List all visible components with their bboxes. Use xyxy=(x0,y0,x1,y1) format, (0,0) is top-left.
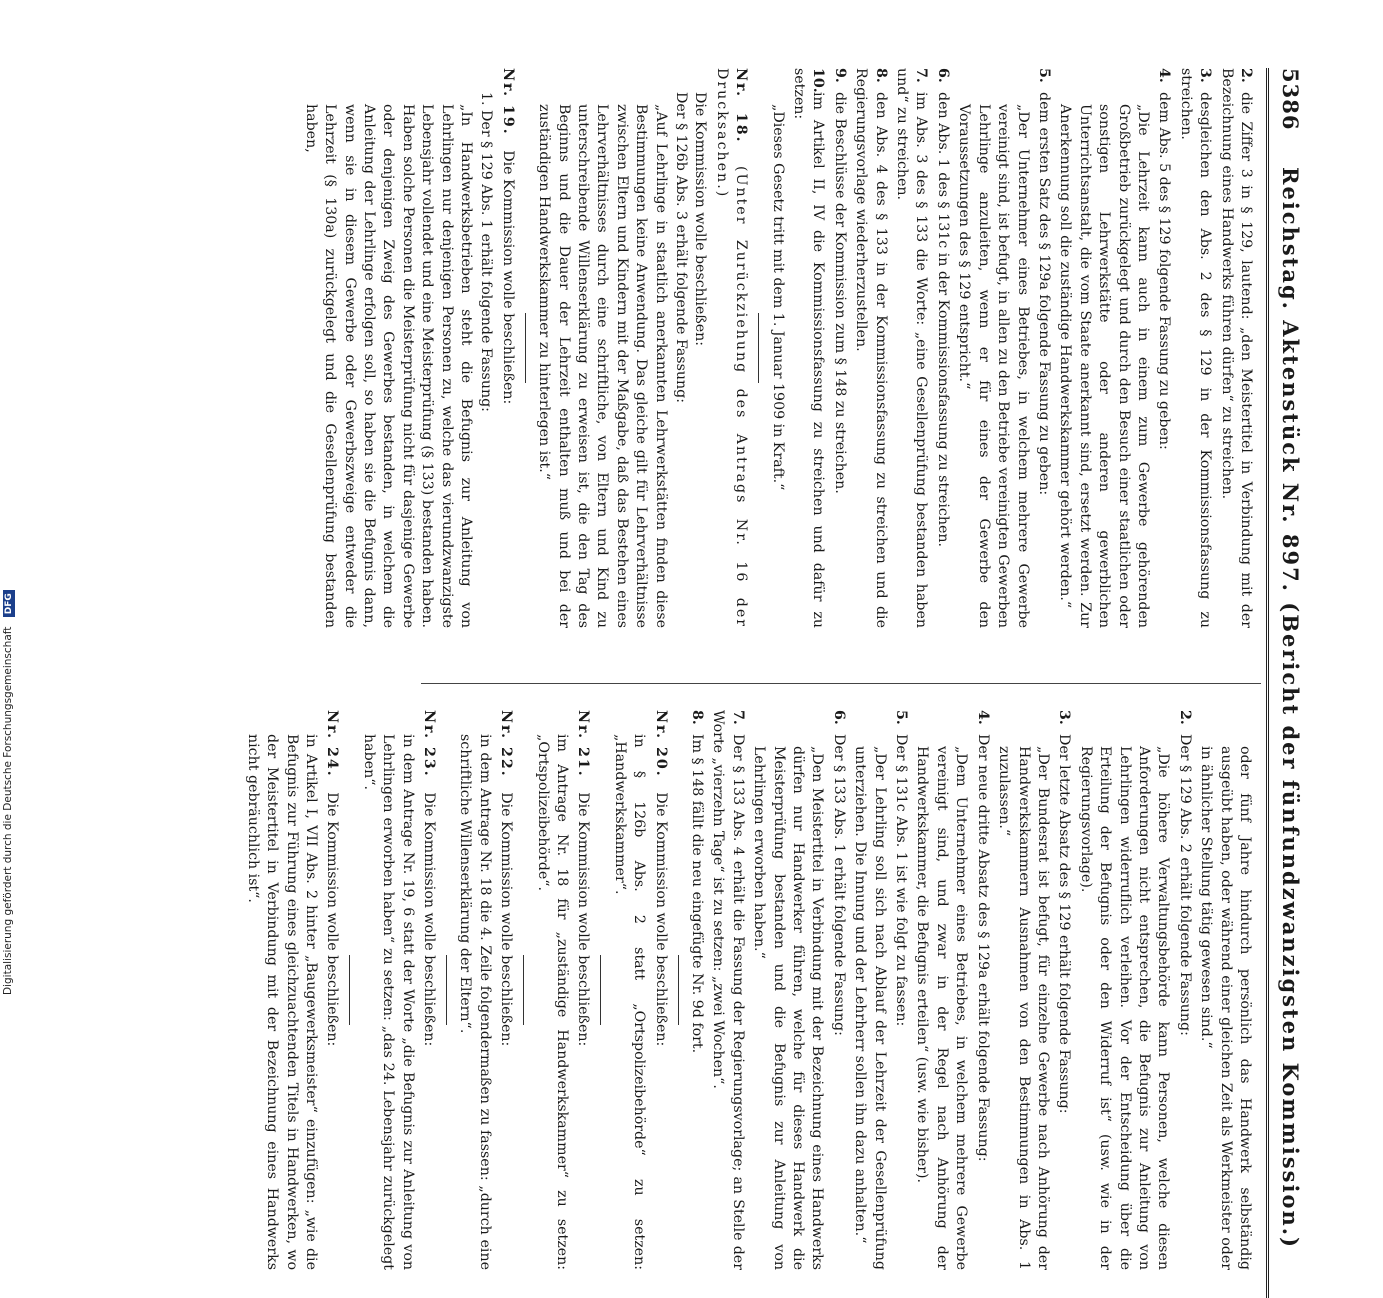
quote-paragraph: „In Handwerksbetrieben steht die Befugnis zur Anleitung von Lehrlingen nur denjenigen Personen zu, welche das vierundzwanzigste Lebensjahr vollendet und eine Meisterprüfung (§ 133) bestanden haben. Haben solche Personen die Meisterprüfung nicht für dasjenige Gewerbe oder denjenigen Zweig des Gewerbes bestanden, in welchem die Anleitung der Lehrlinge erfolgen soll, so haben sie die Befugnis dann, wenn sie in diesem Gewerbe oder Gewerbszweige entweder die Lehrzeit (§ 130a) zurückgelegt und die Gesellenprüfung bestanden haben, xyxy=(302,104,474,628)
list-item: 7.im Abs. 3 des § 133 die Worte: „eine Gesellenprüfung bestanden haben und“ zu streichen. xyxy=(893,68,929,628)
motion-number: Nr. 21. xyxy=(574,710,591,778)
motion-text: in dem Antrage Nr. 19, 6 statt der Worte „die Befugnis zur Anleitung von Lehrlingen erworben haben“ zu setzen: „das 24. Lebensjahr zurückgelegt haben“. xyxy=(360,734,416,1270)
quote-paragraph: „Dieses Gesetz tritt mit dem 1. Januar 1909 in Kraft.“ xyxy=(769,104,786,491)
list-item: 3.desgleichen den Abs. 2 des § 129 in der Kommissionsfassung zu streichen. xyxy=(1177,68,1213,628)
quote-paragraph: „Den Meistertitel in Verbindung mit der Bezeichnung eines Handwerks dürfen nur Handwerker führen, welche für dieses Handwerk die Meisterprüfung bestanden und die Befugnis zur Anleitung von Lehrlingen erworben haben.“ xyxy=(750,746,825,1270)
motion-heading xyxy=(497,68,516,628)
motion-text: in dem Antrage Nr. 18 die 4. Zeile folgendermaßen zu fassen: „durch eine schriftliche Willenserklärung der Eltern“. xyxy=(456,734,493,1270)
footer-credit xyxy=(2,5,15,995)
separator-rule xyxy=(523,955,524,1025)
credit-text: Digitalisierung gefördert durch die Deutsche Forschungsgemeinschaft xyxy=(2,626,14,995)
list-item: 5.Der § 131c Abs. 1 ist wie folgt zu fassen: xyxy=(892,710,909,1027)
quote-continuation: oder fünf Jahre hindurch persönlich das Handwerk selbständig ausgeübt haben, oder während einer gleichen Zeit als Werkmeister oder in ähnlicher Stellung tätig gewesen sind.“ xyxy=(1197,746,1253,1270)
motion-intro: Die Kommission wolle beschließen: xyxy=(574,792,591,1047)
motion-text: in § 126b Abs. 2 statt „Ortspolizeibehörde“ zu setzen: „Handwerkskammer“. xyxy=(611,734,647,1270)
list-item: 5.dem ersten Satz des § 129a folgende Fassung zu geben: xyxy=(1035,68,1052,496)
list-item: 8.Im § 148 fällt die neu eingefügte Nr. 9d fort. xyxy=(688,710,705,1054)
quote-paragraph: „Der Unternehmer eines Betriebes, in welchem mehrere Gewerbe vereinigt sind, ist befugt, in allen zu den Betriebe vereinigten Gewerben Lehrlinge anzuleiten, wenn er für eines der Gewerbe den Voraussetzungen des § 129 entspricht.“ xyxy=(955,104,1031,628)
motion-number: Nr. 19. xyxy=(499,68,516,136)
list-item: 2.die Ziffer 3 in § 129, lautend: „den Meistertitel in Verbindung mit der Bezeichnung eines Handwerks führen dürfen“ zu streichen. xyxy=(1218,68,1254,628)
separator-rule xyxy=(600,955,601,1025)
separator-rule xyxy=(677,955,678,1025)
document-page xyxy=(57,50,1327,1270)
list-item: 4.dem Abs. 5 des § 129 folgende Fassung zu geben: xyxy=(1155,68,1172,450)
list-item: 7.Der § 133 Abs. 4 erhält die Fassung der Regierungsvorlage; an Stelle der Worte „vierzehn Tage“ ist zu setzen: „zwei Wochen“. xyxy=(709,710,746,1270)
motion-number: Nr. 22. xyxy=(497,710,514,778)
motion-intro: Die Kommission wolle beschließen: xyxy=(420,792,437,1047)
separator-rule xyxy=(524,313,525,383)
quote-paragraph: „Die höhere Verwaltungsbehörde kann Personen, welche diesen Anforderungen nicht entsprechen, die Befugnis zur Anleitung von Lehrlingen widerruflich verleihen. Vor der Entscheidung über die Erteilung der Befugnis oder den Widerruf ist“ (usw. wie in der Regierungsvorlage). xyxy=(1077,746,1171,1270)
column-divider xyxy=(421,683,1261,684)
list-item: 3.Der letzte Absatz des § 129 erhält folgende Fassung: xyxy=(1055,710,1072,1114)
motion-intro: Die Kommission wolle beschließen: xyxy=(497,792,514,1047)
motion-text: Der § 126b Abs. 3 erhält folgende Fassung: xyxy=(672,92,689,403)
quote-paragraph: „Dem Unternehmer eines Betriebes, in welchem mehrere Gewerbe vereinigt sind, und zwar in der Regel nach Anhörung der Handwerkskammer, die Befugnis erteilen“ (usw. wie bisher). xyxy=(914,746,969,1270)
separator-rule xyxy=(349,955,350,1025)
motion-heading xyxy=(711,68,750,628)
left-column xyxy=(302,68,1255,629)
quote-paragraph: „Der Bundesrat ist befugt, für einzelne Gewerbe nach Anhörung der Handwerkskammern Ausnahmen von den Bestimmungen in Abs. 1 zuzulassen.“ xyxy=(995,746,1051,1270)
separator-rule xyxy=(445,955,446,1025)
page-header xyxy=(1266,68,1305,1298)
list-item: 10.im Artikel II, IV die Kommissionsfassung zu streichen und dafür zu setzen: xyxy=(790,68,826,628)
motion-number: Nr. 18. xyxy=(732,68,749,144)
motion-heading xyxy=(321,710,340,1270)
motion-number: Nr. 20. xyxy=(652,710,669,778)
motion-intro: Die Kommission wolle beschließen: xyxy=(652,792,669,1047)
motion-text: in Artikel I, VII Abs. 2 hinter „Baugewerksmeister“ einzufügen: „wie die Befugnis zur Führung eines gleichzuachtenden Titels in Handwerken, wo der Meistertitel in Verbindung mit der Bezeichnung eines Handwerks nicht gebräuchlich ist“. xyxy=(244,734,319,1270)
quote-paragraph: „Auf Lehrlinge in staatlich anerkannten Lehrwerkstätten finden diese Bestimmungen keine Anwendung. Das gleiche gilt für Lehrverhältnisse zwischen Eltern und Kindern mit der Maßgabe, daß das Bestehen eines Lehrverhältnisses durch eine schriftliche, von Eltern und Kind zu unterschreibende Willenserklärung zu erweisen ist, die den Tag des Beginns und die Dauer der Lehrzeit enthalten muß und bei der zuständigen Handwerkskammer zu hinterlegen ist.“ xyxy=(535,104,669,628)
page-number: 5386 xyxy=(1277,68,1303,131)
list-item: 4.Der neue dritte Absatz des § 129a erhält folgende Fassung: xyxy=(974,710,991,1162)
motion-heading xyxy=(418,710,437,1270)
list-item: 8.den Abs. 4 des § 133 in der Kommissionsfassung zu streichen und die Regierungsvorlage wiederherzustellen. xyxy=(852,68,889,628)
list-item: 9.die Beschlüsse der Kommission zum § 148 zu streichen. xyxy=(831,68,848,494)
list-item: 2.Der § 129 Abs. 2 erhält folgende Fassung: xyxy=(1176,710,1193,1036)
motion-text: im Antrage Nr. 18 für „zuständige Handwerkskammer“ zu setzen: „Ortspolizeibehörde“. xyxy=(534,734,570,1270)
motion-intro: Die Kommission wolle beschließen: xyxy=(499,150,516,405)
quote-paragraph: „Die Lehrzeit kann auch in einem zum Gewerbe gehörenden Großbetrieb zurückgelegt und durch den Besuch einer staatlichen oder sonstigen Lehrwerkstätte oder anderen gewerblichen Unterrichtsanstalt, die vom Staate anerkannt sind, ersetzt werden. Zur Anerkennung soll die zuständige Handwerkskammer gehört werden.“ xyxy=(1056,104,1151,628)
quote-paragraph: „Der Lehrling soll sich nach Ablauf der Lehrzeit der Gesellenprüfung unterziehen. Die Innung und der Lehrherr sollen ihn dazu anhalten.“ xyxy=(851,746,888,1270)
motion-number: Nr. 23. xyxy=(420,710,437,778)
motion-text: 1. Der § 129 Abs. 1 erhält folgende Fassung: xyxy=(477,92,494,412)
motion-intro: Die Kommission wolle beschließen: xyxy=(323,792,340,1047)
right-column xyxy=(244,710,1255,1270)
motion-number: Nr. 24. xyxy=(323,710,340,778)
motion-heading xyxy=(573,710,592,1270)
motion-heading xyxy=(495,710,514,1270)
list-item: 6.Der § 133 Abs. 1 erhält folgende Fassung: xyxy=(830,710,847,1036)
dfg-logo: DFG xyxy=(3,590,15,617)
page-title: Reichstag. Aktenstück Nr. 897. (Bericht der fünfundzwanzigsten Kommission.) xyxy=(1277,167,1303,1249)
motion-intro: Die Kommission wolle beschließen: xyxy=(691,92,708,347)
separator-rule xyxy=(758,313,759,383)
list-item: 6.den Abs. 1 des § 131c in der Kommissionsfassung zu streichen. xyxy=(934,68,951,547)
motion-title: (Unter Zurückziehung des Antrags Nr. 16 der Drucksachen.) xyxy=(713,68,749,629)
motion-heading xyxy=(650,710,669,1270)
